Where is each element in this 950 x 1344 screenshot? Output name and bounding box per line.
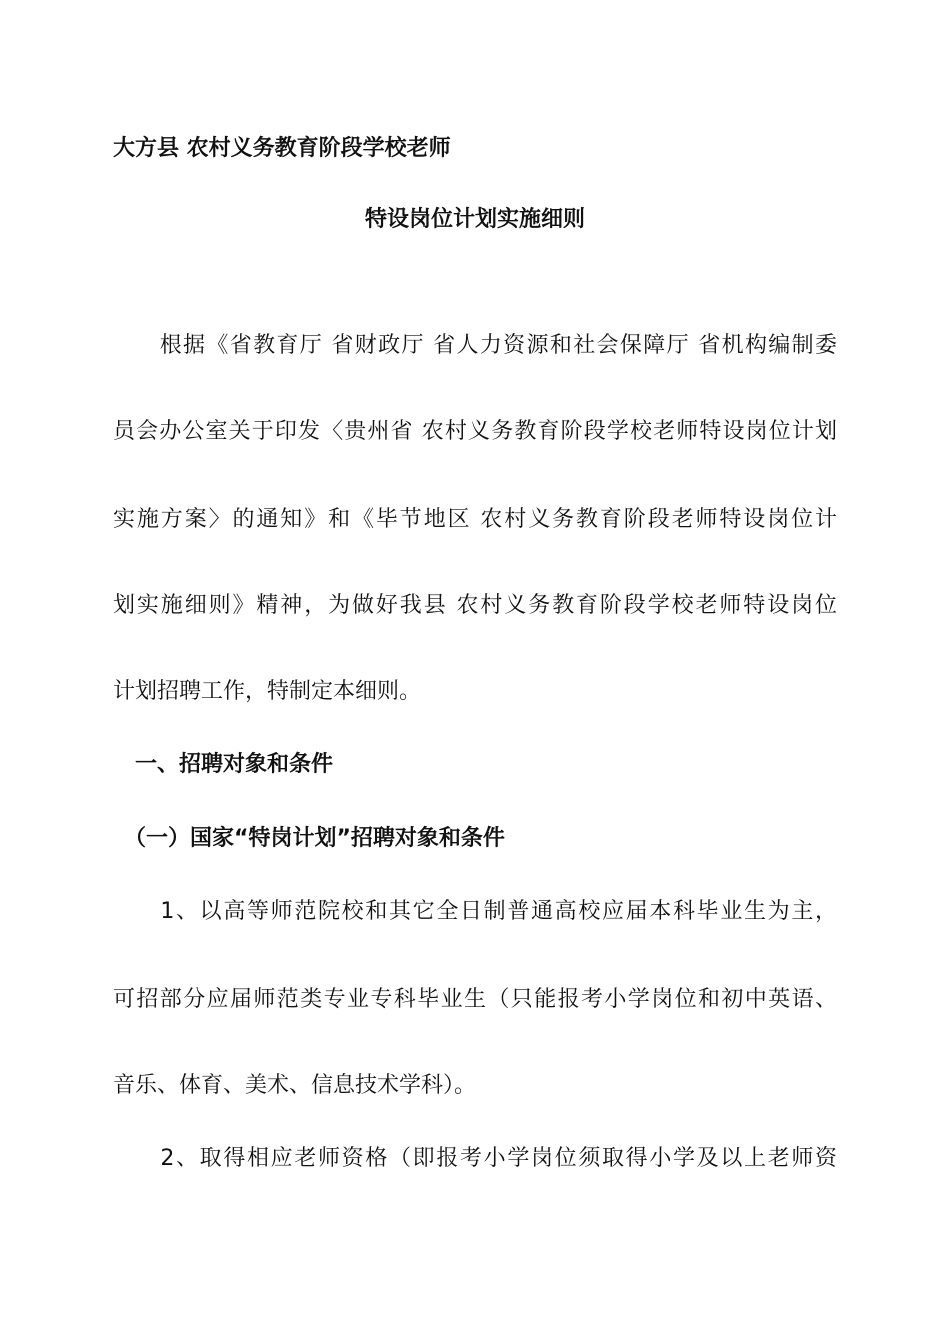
item2-line: 2、取得相应老师资格（即报考小学岗位须取得小学及以上老师资 bbox=[113, 1146, 837, 1171]
intro-paragraph-line: 实施方案〉的通知》和《毕节地区 农村义务教育阶段老师特设岗位计 bbox=[113, 507, 837, 532]
intro-paragraph-line: 员会办公室关于印发〈贵州省 农村义务教育阶段学校老师特设岗位计划 bbox=[113, 419, 837, 444]
item1-line: 音乐、体育、美术、信息技术学科）。 bbox=[113, 1073, 477, 1098]
subsection-heading: （一）国家“特岗计划”招聘对象和条件 bbox=[113, 826, 505, 851]
document-title-line2: 特设岗位计划实施细则 bbox=[364, 207, 585, 232]
intro-paragraph-line: 根据《省教育厅 省财政厅 省人力资源和社会保障厅 省机构编制委 bbox=[113, 333, 837, 358]
item1-line: 1、以高等师范院校和其它全日制普通高校应届本科毕业生为主， bbox=[113, 899, 837, 924]
intro-paragraph-line: 划实施细则》精神，为做好我县 农村义务教育阶段学校老师特设岗位 bbox=[113, 593, 837, 618]
intro-paragraph-line: 计划招聘工作，特制定本细则。 bbox=[113, 679, 422, 704]
document-title-line1: 大方县 农村义务教育阶段学校老师 bbox=[113, 136, 451, 161]
item1-line: 可招部分应届师范类专业专科毕业生（只能报考小学岗位和初中英语、 bbox=[113, 987, 837, 1012]
section-heading: 一、招聘对象和条件 bbox=[113, 752, 334, 777]
